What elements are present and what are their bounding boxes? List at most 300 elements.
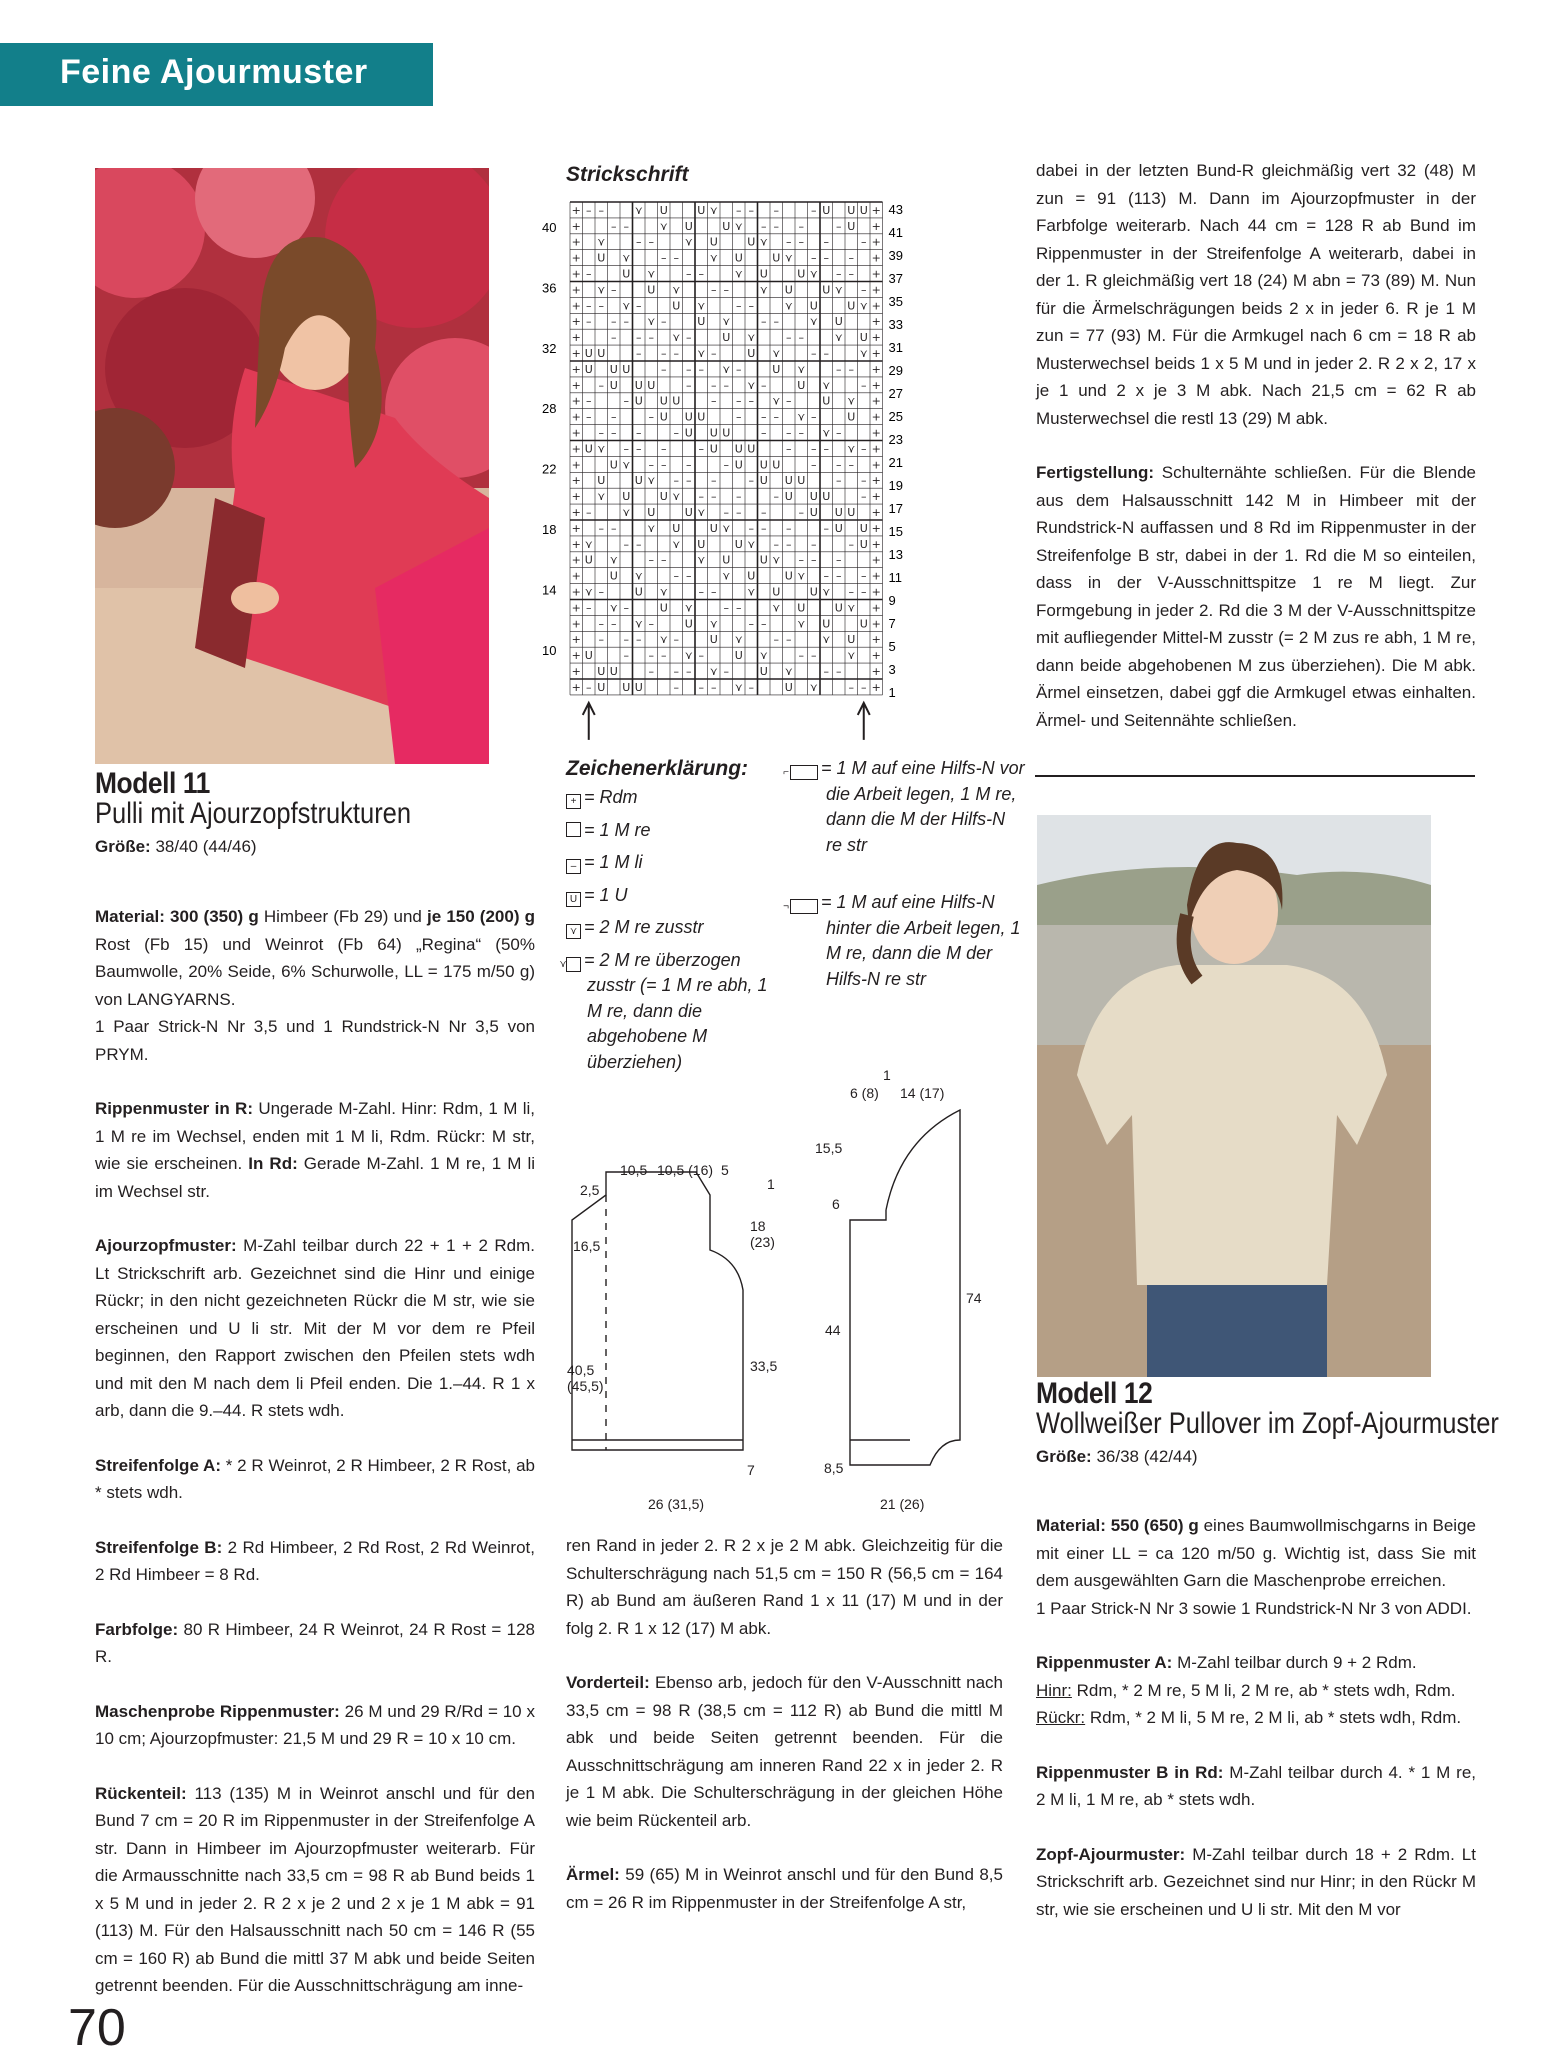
- chart-cell-symbol: –: [773, 315, 779, 329]
- chart-row-label: 37: [888, 270, 903, 286]
- chart-title: Strickschrift: [566, 163, 689, 186]
- legend-item-re: = 1 M re: [566, 818, 786, 844]
- chart-cell-symbol: ⋎: [697, 553, 706, 567]
- chart-cell-symbol: U: [584, 362, 593, 376]
- schema-label: 5: [721, 1162, 729, 1178]
- chart-row-label: 9: [888, 592, 896, 608]
- chart-cell-symbol: ⋎: [822, 378, 831, 392]
- chart-cell-symbol: U: [822, 283, 831, 297]
- model12-col: [1036, 1512, 1476, 1950]
- chart-cell-symbol: –: [673, 474, 679, 488]
- chart-cell-symbol: U: [622, 680, 631, 694]
- chart-row-label: 22: [542, 461, 557, 477]
- chart-cell-symbol: –: [736, 506, 742, 520]
- chart-cell-symbol: U: [622, 490, 631, 504]
- chart-cell-symbol: –: [673, 665, 679, 679]
- knit-symbol-icon: [566, 822, 581, 837]
- chart-cell-symbol: U: [797, 267, 806, 281]
- chart-row-label: 10: [542, 642, 557, 658]
- chart-cell-symbol: –: [598, 299, 604, 313]
- chart-cell-symbol: U: [734, 251, 743, 265]
- model11-col3: [1036, 157, 1476, 761]
- chart-cell-symbol: –: [773, 633, 779, 647]
- chart-cell-symbol: U: [684, 506, 693, 520]
- ajour-paragraph: Ajourzopfmuster: M-Zahl teilbar durch 22 + 1 + 2 Rdm. Lt Strickschrift arb. Gezeichnet sind die Hinr und einige Rückr; in den nicht gezeichneten Rückr die M str, wie sie erscheinen und U li str. Mit der M vor dem re Pfeil beginnen, den Rapport zwischen den Pfeilen stets wdh und mit den M nach dem li Pfeil enden. Die 1.–44. R 1 x arb, dann die 9.–44. R stets wdh.: [95, 1236, 535, 1420]
- chart-cell-symbol: –: [786, 442, 792, 456]
- chart-cell-symbol: U: [709, 426, 718, 440]
- chart-cell-symbol: ⋎: [722, 362, 731, 376]
- chart-cell-symbol: –: [786, 521, 792, 535]
- legend-cable-2: ¬ = 1 M auf eine Hilfs-N hinter die Arbeit legen, 1 M re, dann die M der Hilfs-N re str: [783, 892, 1021, 989]
- chart-cell-symbol: –: [673, 680, 679, 694]
- chart-cell-symbol: U: [584, 442, 593, 456]
- cable-front-icon: ⌐: [790, 765, 818, 780]
- chart-cell-symbol: U: [822, 203, 831, 217]
- chart-cell-symbol: –: [711, 378, 717, 392]
- chart-cell-symbol: –: [623, 649, 629, 663]
- chart-cell-symbol: U: [859, 331, 868, 345]
- chart-cell-symbol: –: [661, 442, 667, 456]
- chart-cell-symbol: +: [571, 617, 581, 631]
- streifen-b-paragraph: Streifenfolge B: 2 Rd Himbeer, 2 Rd Rost, 2 Rd Weinrot, 2 Rd Himbeer = 8 Rd.: [95, 1537, 535, 1584]
- chart-cell-symbol: ⋎: [809, 267, 818, 281]
- schema-label: 8,5: [824, 1460, 844, 1476]
- chart-cell-symbol: ⋎: [847, 442, 856, 456]
- chart-cell-symbol: +: [571, 506, 581, 520]
- chart-cell-symbol: ⋎: [647, 474, 656, 488]
- chart-cell-symbol: U: [647, 506, 656, 520]
- chart-cell-symbol: U: [709, 442, 718, 456]
- legend-item-ueberzogen: ⋎ = 2 M re überzogen zusstr (= 1 M re abh, 1 M re, dann die abgehobene M überziehen): [559, 949, 768, 1072]
- chart-cell-symbol: –: [698, 680, 704, 694]
- model11-col1: [95, 903, 535, 2027]
- chart-cell-symbol: –: [661, 315, 667, 329]
- chart-cell-symbol: ⋎: [647, 267, 656, 281]
- chart-cell-symbol: ⋎: [734, 219, 743, 233]
- chart-cell-symbol: –: [648, 649, 654, 663]
- chart-cell-symbol: –: [623, 601, 629, 615]
- chart-cell-symbol: U: [784, 474, 793, 488]
- chart-cell-symbol: +: [871, 283, 881, 297]
- chart-cell-symbol: U: [709, 633, 718, 647]
- chart-cell-symbol: U: [797, 378, 806, 392]
- chart-cell-symbol: U: [809, 506, 818, 520]
- chart-cell-symbol: +: [871, 490, 881, 504]
- chart-cell-symbol: U: [697, 410, 706, 424]
- chart-cell-symbol: –: [586, 203, 592, 217]
- chart-cell-symbol: +: [571, 490, 581, 504]
- chart-cell-symbol: U: [584, 649, 593, 663]
- chart-cell-symbol: –: [711, 283, 717, 297]
- chart-row-label: 29: [888, 362, 903, 378]
- chart-cell-symbol: –: [836, 362, 842, 376]
- chart-cell-symbol: –: [611, 426, 617, 440]
- ssk-symbol-icon: ⋎: [566, 957, 581, 972]
- rdm-symbol-icon: +: [566, 794, 581, 809]
- chart-cell-symbol: –: [623, 219, 629, 233]
- chart-cell-symbol: –: [798, 553, 804, 567]
- schema-label: 1: [883, 1067, 891, 1083]
- chart-row-label: 39: [888, 247, 903, 263]
- chart-cell-symbol: –: [598, 585, 604, 599]
- chart-cell-symbol: –: [661, 553, 667, 567]
- chart-cell-symbol: –: [673, 426, 679, 440]
- chart-cell-symbol: U: [759, 267, 768, 281]
- chart-cell-symbol: –: [786, 394, 792, 408]
- chart-cell-symbol: ⋎: [672, 537, 681, 551]
- model11-photo: [95, 168, 489, 764]
- chart-cell-symbol: ⋎: [747, 378, 756, 392]
- chart-cell-symbol: –: [586, 267, 592, 281]
- chart-cell-symbol: –: [786, 235, 792, 249]
- schema-label: 7: [747, 1462, 755, 1478]
- chart-cell-symbol: –: [848, 267, 854, 281]
- chart-cell-symbol: U: [847, 506, 856, 520]
- chart-cell-symbol: –: [848, 251, 854, 265]
- chart-cell-symbol: +: [571, 458, 581, 472]
- chart-cell-symbol: –: [786, 537, 792, 551]
- chart-cell-symbol: –: [773, 490, 779, 504]
- chart-cell-symbol: U: [859, 521, 868, 535]
- chart-cell-symbol: U: [834, 521, 843, 535]
- chart-cell-symbol: ⋎: [697, 506, 706, 520]
- chart-cell-symbol: –: [586, 410, 592, 424]
- chart-cell-symbol: –: [598, 633, 604, 647]
- chart-cell-symbol: –: [836, 569, 842, 583]
- chart-cell-symbol: ⋎: [609, 601, 618, 615]
- chart-cell-symbol: U: [722, 553, 731, 567]
- chart-cell-symbol: +: [871, 347, 881, 361]
- chart-cell-symbol: U: [759, 553, 768, 567]
- chart-cell-symbol: –: [611, 283, 617, 297]
- chart-cell-symbol: –: [861, 474, 867, 488]
- chart-cell-symbol: +: [871, 235, 881, 249]
- chart-cell-symbol: +: [871, 521, 881, 535]
- chart-cell-symbol: –: [798, 506, 804, 520]
- chart-row-label: 36: [542, 280, 557, 296]
- chart-cell-symbol: ⋎: [734, 267, 743, 281]
- farbfolge-paragraph: Farbfolge: 80 R Himbeer, 24 R Weinrot, 24 R Rost = 128 R.: [95, 1619, 535, 1666]
- chart-cell-symbol: –: [823, 569, 829, 583]
- chart-cell-symbol: U: [747, 442, 756, 456]
- chart-cell-symbol: –: [861, 283, 867, 297]
- chart-cell-symbol: –: [698, 442, 704, 456]
- chart-cell-symbol: –: [648, 331, 654, 345]
- chart-cell-symbol: ⋎: [634, 569, 643, 583]
- chart-cell-symbol: ⋎: [784, 299, 793, 313]
- chart-cell-symbol: –: [686, 331, 692, 345]
- chart-cell-symbol: –: [711, 474, 717, 488]
- body-outline: [572, 1172, 743, 1450]
- chart-cell-symbol: ⋎: [659, 219, 668, 233]
- chart-cell-symbol: +: [571, 267, 581, 281]
- chart-cell-symbol: –: [586, 506, 592, 520]
- chart-cell-symbol: ⋎: [759, 649, 768, 663]
- chart-cell-symbol: U: [834, 315, 843, 329]
- chart-cell-symbol: +: [871, 601, 881, 615]
- chart-cell-symbol: U: [672, 299, 681, 313]
- chart-cell-symbol: ⋎: [709, 617, 718, 631]
- chart-cell-symbol: U: [684, 410, 693, 424]
- chart-cell-symbol: –: [811, 649, 817, 663]
- chart-cell-symbol: –: [836, 474, 842, 488]
- chart-row-label: 27: [888, 385, 903, 401]
- chart-cell-symbol: +: [871, 680, 881, 694]
- chart-cell-symbol: ⋎: [622, 506, 631, 520]
- chart-cell-symbol: U: [634, 394, 643, 408]
- chart-cell-symbol: +: [571, 315, 581, 329]
- chart-cell-symbol: –: [673, 251, 679, 265]
- chart-cell-symbol: U: [859, 203, 868, 217]
- section-title: Feine Ajourmuster: [60, 53, 368, 91]
- chart-cell-symbol: +: [871, 585, 881, 599]
- chart-cell-symbol: –: [698, 490, 704, 504]
- chart-cell-symbol: ⋎: [772, 553, 781, 567]
- chart-cell-symbol: U: [784, 569, 793, 583]
- chart-cell-symbol: U: [684, 219, 693, 233]
- chart-cell-symbol: +: [571, 474, 581, 488]
- model12-photo: [1037, 815, 1431, 1377]
- chart-cell-symbol: –: [636, 537, 642, 551]
- chart-cell-symbol: –: [698, 585, 704, 599]
- chart-cell-symbol: –: [686, 267, 692, 281]
- chart-cell-symbol: –: [811, 203, 817, 217]
- chart-cell-symbol: U: [609, 378, 618, 392]
- chart-cell-symbol: –: [761, 410, 767, 424]
- chart-cell-symbol: –: [661, 458, 667, 472]
- chart-cell-symbol: –: [623, 537, 629, 551]
- chart-cell-symbol: U: [659, 410, 668, 424]
- chart-cell-symbol: –: [686, 569, 692, 583]
- chart-row-label: 14: [542, 582, 557, 598]
- chart-cell-symbol: –: [648, 458, 654, 472]
- chart-cell-symbol: ⋎: [772, 601, 781, 615]
- model11-header: [95, 767, 545, 861]
- legend-list: [559, 785, 786, 1075]
- chart-cell-symbol: U: [609, 458, 618, 472]
- material-paragraph: Material: 300 (350) g Himbeer (Fb 29) und je 150 (200) g Rost (Fb 15) und Weinrot (Fb 64) „Regina“ (50% Baumwolle, 20% Seide, 6% Schurwolle, LL = 175 m/50 g) von LANGYARNS. 1 Paar Strick-N Nr 3,5 und 1 Rundstrick-N Nr 3,5 von PRYM.: [95, 907, 536, 1064]
- chart-cell-symbol: –: [736, 490, 742, 504]
- chart-cell-symbol: –: [798, 235, 804, 249]
- chart-cell-symbol: U: [647, 283, 656, 297]
- chart-cell-symbol: U: [747, 569, 756, 583]
- chart-cell-symbol: +: [571, 442, 581, 456]
- chart-cell-symbol: –: [698, 649, 704, 663]
- chart-cell-symbol: –: [586, 315, 592, 329]
- chart-cell-symbol: ⋎: [684, 649, 693, 663]
- chart-row-label: 19: [888, 477, 903, 493]
- chart-cell-symbol: U: [772, 362, 781, 376]
- chart-cell-symbol: –: [823, 442, 829, 456]
- chart-cell-symbol: +: [871, 331, 881, 345]
- chart-cell-symbol: ⋎: [722, 521, 731, 535]
- chart-cell-symbol: –: [723, 458, 729, 472]
- rueckenteil-cont-paragraph: ren Rand in jeder 2. R 2 x je 2 M abk. Gleichzeitig für die Schulterschrägung nach 51,5 cm = 150 R (56,5 cm = 164 R) ab Bund am äußeren Rand 1 x 11 (17) M und in der folg 2. R 1 x 12 (17) M abk.: [566, 1536, 1003, 1638]
- chart-cell-symbol: –: [823, 665, 829, 679]
- chart-cell-symbol: +: [871, 649, 881, 663]
- chart-row-label: 28: [542, 401, 557, 417]
- chart-cell-symbol: U: [597, 251, 606, 265]
- model11-heading: Modell 11: [95, 767, 210, 800]
- chart-cell-symbol: –: [811, 251, 817, 265]
- chart-cell-symbol: –: [611, 219, 617, 233]
- streifen-a-paragraph: Streifenfolge A: * 2 R Weinrot, 2 R Himbeer, 2 R Rost, ab * stets wdh.: [95, 1455, 535, 1502]
- chart-cell-symbol: –: [773, 219, 779, 233]
- chart-cell-symbol: ⋎: [672, 283, 681, 297]
- chart-cell-symbol: ⋎: [784, 251, 793, 265]
- chart-cell-symbol: ⋎: [584, 537, 593, 551]
- chart-cell-symbol: U: [722, 426, 731, 440]
- chart-cell-symbol: U: [584, 553, 593, 567]
- chart-cell-symbol: –: [761, 426, 767, 440]
- chart-cell-symbol: ⋎: [597, 283, 606, 297]
- chart-cell-symbol: –: [598, 203, 604, 217]
- chart-cell-symbol: ⋎: [672, 331, 681, 345]
- schema-label: 10,5: [620, 1162, 648, 1178]
- model12-subtitle: Wollweißer Pullover im Zopf-Ajourmuster: [1036, 1406, 1499, 1440]
- chart-cell-symbol: ⋎: [722, 569, 731, 583]
- legend-item-u: U = 1 U: [566, 883, 786, 909]
- chart-cell-symbol: U: [597, 474, 606, 488]
- chart-cell-symbol: +: [871, 410, 881, 424]
- model12-heading: Modell 12: [1036, 1377, 1153, 1410]
- chart-cell-symbol: –: [836, 219, 842, 233]
- chart-row-label: 32: [542, 340, 557, 356]
- chart-cell-symbol: U: [847, 633, 856, 647]
- chart-cell-symbol: U: [634, 680, 643, 694]
- chart-cell-symbol: U: [609, 665, 618, 679]
- chart-cell-symbol: –: [748, 394, 754, 408]
- chart-cell-symbol: U: [659, 601, 668, 615]
- chart-cell-symbol: ⋎: [734, 680, 743, 694]
- chart-cell-symbol: –: [648, 235, 654, 249]
- chart-cell-symbol: ⋎: [634, 203, 643, 217]
- chart-cell-symbol: U: [609, 569, 618, 583]
- chart-cell-symbol: U: [734, 537, 743, 551]
- chart-cell-symbol: –: [723, 378, 729, 392]
- model12-photo-art: [1037, 815, 1431, 1377]
- chart-cell-symbol: ⋎: [747, 537, 756, 551]
- chart-cell-symbol: ⋎: [759, 235, 768, 249]
- chart-row-label: 17: [888, 500, 903, 516]
- chart-cell-symbol: +: [871, 553, 881, 567]
- chart-cell-symbol: –: [786, 633, 792, 647]
- chart-cell-symbol: U: [797, 474, 806, 488]
- chart-cell-symbol: +: [571, 665, 581, 679]
- chart-cell-symbol: –: [861, 378, 867, 392]
- chart-cell-symbol: U: [784, 490, 793, 504]
- chart-cell-symbol: U: [734, 442, 743, 456]
- schema-label: 18 (23): [750, 1218, 775, 1250]
- section-divider: [1035, 775, 1475, 777]
- chart-cell-symbol: U: [634, 585, 643, 599]
- chart-cell-symbol: –: [711, 347, 717, 361]
- chart-cell-symbol: –: [686, 665, 692, 679]
- chart-cell-symbol: –: [723, 665, 729, 679]
- chart-cell-symbol: ⋎: [584, 585, 593, 599]
- chart-cell-symbol: U: [797, 601, 806, 615]
- chart-cell-symbol: ⋎: [684, 601, 693, 615]
- chart-cell-symbol: –: [836, 426, 842, 440]
- model12-rippen-a-paragraph: Rippenmuster A: M-Zahl teilbar durch 9 + 2 Rdm. Hinr: Rdm, * 2 M re, 5 M li, 2 M re, ab * stets wdh, Rdm. Rückr: Rdm, * 2 M li, 5 M re, 2 M li, ab * stets wdh, Rdm.: [1036, 1653, 1462, 1727]
- chart-cell-symbol: U: [759, 665, 768, 679]
- chart-cell-symbol: –: [761, 219, 767, 233]
- chart-cell-symbol: –: [611, 617, 617, 631]
- chart-cell-symbol: ⋎: [747, 585, 756, 599]
- chart-cell-symbol: +: [871, 315, 881, 329]
- chart-cell-symbol: ⋎: [672, 490, 681, 504]
- chart-cell-symbol: +: [871, 617, 881, 631]
- chart-cell-symbol: –: [648, 553, 654, 567]
- chart-cell-symbol: –: [661, 251, 667, 265]
- chart-cell-symbol: U: [784, 680, 793, 694]
- chart-cell-symbol: U: [672, 394, 681, 408]
- chart-cell-symbol: –: [861, 442, 867, 456]
- chart-cell-symbol: –: [736, 299, 742, 313]
- chart-cell-symbol: ⋎: [834, 331, 843, 345]
- chart-cell-symbol: U: [759, 474, 768, 488]
- chart-cell-symbol: –: [773, 203, 779, 217]
- chart-cell-symbol: +: [871, 378, 881, 392]
- chart-cell-symbol: –: [748, 474, 754, 488]
- chart-cell-symbol: ⋎: [847, 394, 856, 408]
- fertigstellung-paragraph: Fertigstellung: Schulternähte schließen. Für die Blende aus dem Halsausschnitt 142 M in Himbeer mit der Rundstrick-N auffassen und 8 Rd im Rippenmuster in der Streifenfolge B str, dabei in der 1. Rd die M so einteilen, dass in der V-Ausschnittspitze 1 re M liegt. Zur Formgebung in jeder 2. Rd die 3 M der V-Ausschnittspitze mit aufliegender Mittel-M zusstr (= 2 M zus re abh, 1 M re, dann beide abgehobenen M zus überziehen). Die M abk. Ärmel einsetzen, dabei ggf die Armkugel etwas einhalten. Ärmel- und Seitennähte schließen.: [1036, 463, 1476, 730]
- chart-cell-symbol: +: [571, 299, 581, 313]
- chart-cell-symbol: U: [697, 315, 706, 329]
- chart-cell-symbol: –: [636, 426, 642, 440]
- chart-cell-symbol: U: [584, 347, 593, 361]
- chart-cell-symbol: U: [847, 299, 856, 313]
- chart-cell-symbol: U: [659, 203, 668, 217]
- chart-cell-symbol: +: [571, 553, 581, 567]
- chart-cell-symbol: U: [622, 362, 631, 376]
- chart-cell-symbol: ⋎: [822, 426, 831, 440]
- chart-cell-symbol: –: [786, 331, 792, 345]
- chart-cell-symbol: U: [647, 378, 656, 392]
- schema-label: 10,5 (16): [657, 1162, 714, 1178]
- chart-cell-symbol: –: [711, 394, 717, 408]
- chart-cell-symbol: –: [861, 235, 867, 249]
- model11-photo-art: [95, 168, 489, 764]
- chart-cell-symbol: –: [636, 235, 642, 249]
- chart-cell-symbol: –: [861, 680, 867, 694]
- chart-cell-symbol: ⋎: [822, 585, 831, 599]
- chart-cell-symbol: –: [611, 331, 617, 345]
- chart-cell-symbol: U: [709, 521, 718, 535]
- chart-cell-symbol: ⋎: [597, 490, 606, 504]
- chart-cell-symbol: +: [871, 569, 881, 583]
- model11-size: Größe: 38/40 (44/46): [95, 837, 257, 856]
- chart-cell-symbol: –: [748, 203, 754, 217]
- chart-cell-symbol: –: [773, 537, 779, 551]
- chart-cell-symbol: ⋎: [797, 410, 806, 424]
- schema-label: 6: [832, 1196, 840, 1212]
- chart-cell-symbol: +: [571, 633, 581, 647]
- chart-cell-symbol: +: [571, 601, 581, 615]
- chart-cell-symbol: U: [847, 219, 856, 233]
- chart-cell-symbol: ⋎: [784, 665, 793, 679]
- chart-row-label: 11: [888, 569, 902, 585]
- chart-cell-symbol: +: [871, 426, 881, 440]
- schema-label: 15,5: [815, 1140, 843, 1156]
- maschenprobe-paragraph: Maschenprobe Rippenmuster: 26 M und 29 R/Rd = 10 x 10 cm; Ajourzopfmuster: 21,5 M und 29 R = 10 x 10 cm.: [95, 1701, 535, 1748]
- chart-cell-symbol: U: [784, 283, 793, 297]
- chart-cell-symbol: –: [648, 617, 654, 631]
- chart-cell-symbol: ⋎: [709, 665, 718, 679]
- chart-cell-symbol: ⋎: [609, 553, 618, 567]
- chart-row-label: 3: [888, 661, 896, 677]
- chart-cell-symbol: –: [723, 283, 729, 297]
